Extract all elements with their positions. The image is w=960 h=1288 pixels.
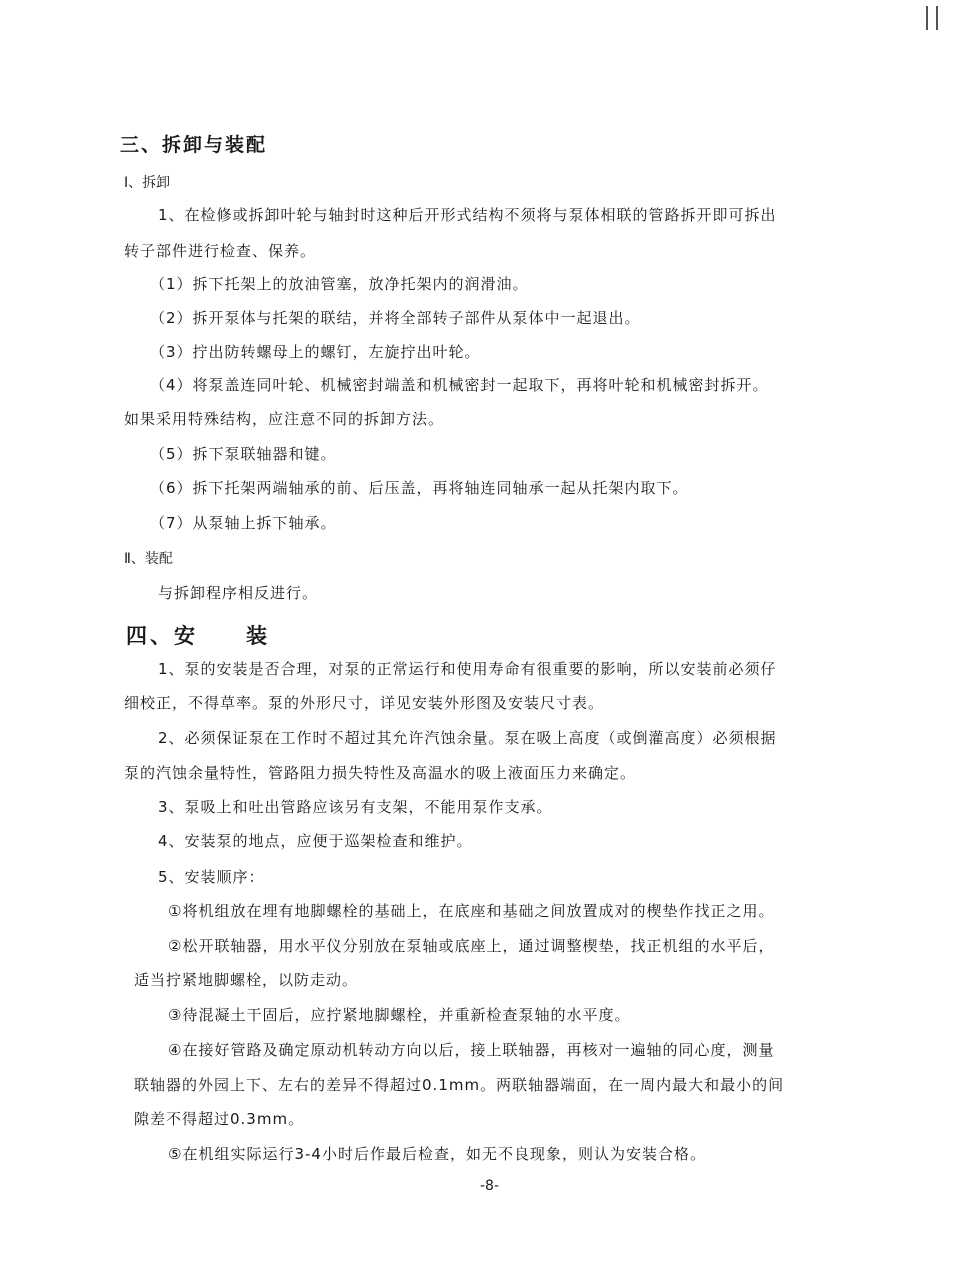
page-number: -8-: [480, 1178, 500, 1194]
section-4-title-part-b: 装: [246, 624, 270, 648]
inst-para-5: 5、安装顺序：: [158, 868, 265, 886]
dis-step-1: （1）拆下托架上的放油管塞，放净托架内的润滑油。: [150, 275, 529, 293]
disassembly-heading: Ⅰ、拆卸: [124, 175, 171, 191]
inst-order-1: ①将机组放在埋有地脚螺栓的基础上，在底座和基础之间放置成对的楔垫作找正之用。: [168, 902, 775, 920]
section-4-title-part-a: 四、安: [126, 624, 198, 648]
inst-order-5: ⑤在机组实际运行3-4小时后作最后检查，如无不良现象，则认为安装合格。: [168, 1145, 706, 1163]
scan-corner-mark: [926, 6, 938, 30]
dis-step-3: （3）拧出防转螺母上的螺钉，左旋拧出叶轮。: [150, 343, 481, 361]
inst-para-3: 3、泵吸上和吐出管路应该另有支架，不能用泵作支承。: [158, 798, 553, 816]
inst-order-4-line-2: 联轴器的外园上下、左右的差异不得超过0.1mm。两联轴器端面，在一周内最大和最小的间: [134, 1076, 785, 1094]
dis-step-4-line-1: （4）将泵盖连同叶轮、机械密封端盖和机械密封一起取下，再将叶轮和机械密封拆开。: [150, 376, 769, 394]
dis-step-4-line-2: 如果采用特殊结构，应注意不同的拆卸方法。: [124, 410, 445, 428]
section-4-title: [126, 620, 270, 650]
inst-order-2-line-1: ②松开联轴器，用水平仪分别放在泵轴或底座上，通过调整楔垫，找正机组的水平后，: [168, 937, 775, 955]
inst-para-2-line-1: 2、必须保证泵在工作时不超过其允许汽蚀余量。泵在吸上高度（或倒灌高度）必须根据: [158, 729, 777, 747]
assembly-text: 与拆卸程序相反进行。: [158, 584, 319, 602]
dis-para-1-line-2: 转子部件进行检查、保养。: [124, 242, 317, 260]
assembly-heading: Ⅱ、装配: [124, 551, 173, 567]
dis-step-6: （6）拆下托架两端轴承的前、后压盖，再将轴连同轴承一起从托架内取下。: [150, 479, 689, 497]
inst-order-4-line-1: ④在接好管路及确定原动机转动方向以后，接上联轴器，再核对一遍轴的同心度，测量: [168, 1041, 775, 1059]
dis-step-7: （7）从泵轴上拆下轴承。: [150, 514, 337, 532]
inst-order-3: ③待混凝土干固后，应拧紧地脚螺栓，并重新检查泵轴的水平度。: [168, 1006, 631, 1024]
dis-step-5: （5）拆下泵联轴器和键。: [150, 445, 337, 463]
inst-order-2-line-2: 适当拧紧地脚螺栓，以防走动。: [134, 971, 359, 989]
inst-para-1-line-1: 1、泵的安装是否合理，对泵的正常运行和使用寿命有很重要的影响，所以安装前必须仔: [158, 660, 777, 678]
inst-para-4: 4、安装泵的地点，应便于巡架检查和维护。: [158, 832, 473, 850]
section-3-title: 三、拆卸与装配: [120, 134, 268, 156]
inst-order-4-line-3: 隙差不得超过0.3mm。: [134, 1110, 305, 1128]
inst-para-1-line-2: 细校正，不得草率。泵的外形尺寸，详见安装外形图及安装尺寸表。: [124, 694, 605, 712]
dis-step-2: （2）拆开泵体与托架的联结，并将全部转子部件从泵体中一起退出。: [150, 309, 641, 327]
dis-para-1-line-1: 1、在检修或拆卸叶轮与轴封时这种后开形式结构不须将与泵体相联的管路拆开即可拆出: [158, 206, 777, 224]
inst-para-2-line-2: 泵的汽蚀余量特性，管路阻力损失特性及高温水的吸上液面压力来确定。: [124, 764, 637, 782]
